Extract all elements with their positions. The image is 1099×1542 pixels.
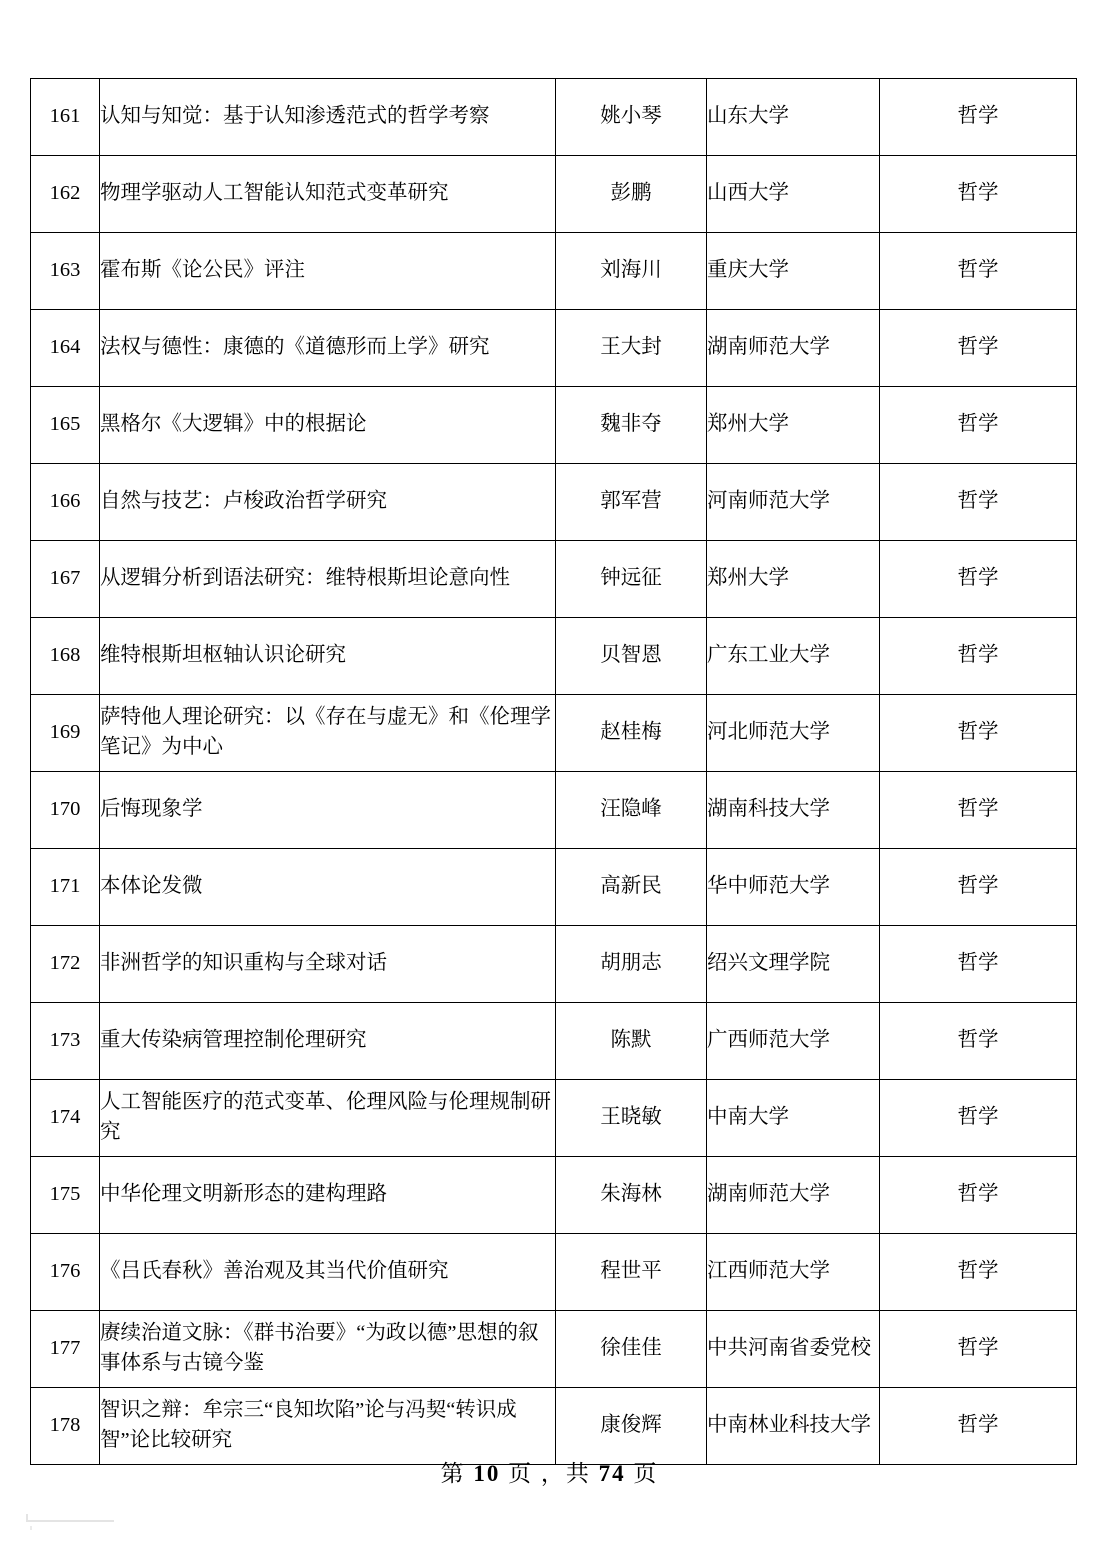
row-discipline: 哲学 bbox=[880, 1157, 1077, 1234]
footer-middle: 页 ，共 bbox=[508, 1461, 591, 1486]
row-index: 178 bbox=[31, 1388, 100, 1465]
row-organization: 中南林业科技大学 bbox=[707, 1388, 880, 1465]
row-title: 重大传染病管理控制伦理研究 bbox=[100, 1003, 556, 1080]
row-discipline: 哲学 bbox=[880, 233, 1077, 310]
row-title: 中华伦理文明新形态的建构理路 bbox=[100, 1157, 556, 1234]
row-organization: 郑州大学 bbox=[707, 541, 880, 618]
row-author: 贝智恩 bbox=[556, 618, 707, 695]
row-organization: 中共河南省委党校 bbox=[707, 1311, 880, 1388]
row-discipline: 哲学 bbox=[880, 1311, 1077, 1388]
project-listing-table bbox=[30, 78, 1077, 1465]
table-row bbox=[31, 541, 1077, 618]
row-discipline: 哲学 bbox=[880, 772, 1077, 849]
row-author: 胡朋志 bbox=[556, 926, 707, 1003]
table-row bbox=[31, 1234, 1077, 1311]
row-author: 刘海川 bbox=[556, 233, 707, 310]
row-title: 物理学驱动人工智能认知范式变革研究 bbox=[100, 156, 556, 233]
row-author: 陈默 bbox=[556, 1003, 707, 1080]
row-author: 徐佳佳 bbox=[556, 1311, 707, 1388]
row-index: 175 bbox=[31, 1157, 100, 1234]
row-discipline: 哲学 bbox=[880, 387, 1077, 464]
row-author: 彭鹏 bbox=[556, 156, 707, 233]
row-title: 《吕氏春秋》善治观及其当代价值研究 bbox=[100, 1234, 556, 1311]
table-row bbox=[31, 387, 1077, 464]
row-discipline: 哲学 bbox=[880, 310, 1077, 387]
row-author: 汪隐峰 bbox=[556, 772, 707, 849]
table-row bbox=[31, 1157, 1077, 1234]
row-discipline: 哲学 bbox=[880, 79, 1077, 156]
row-organization: 绍兴文理学院 bbox=[707, 926, 880, 1003]
row-index: 170 bbox=[31, 772, 100, 849]
row-organization: 湖南师范大学 bbox=[707, 1157, 880, 1234]
page-edge-mark-secondary bbox=[30, 1526, 90, 1530]
row-title: 萨特他人理论研究：以《存在与虚无》和《伦理学笔记》为中心 bbox=[100, 695, 556, 772]
row-index: 166 bbox=[31, 464, 100, 541]
row-discipline: 哲学 bbox=[880, 1003, 1077, 1080]
row-index: 172 bbox=[31, 926, 100, 1003]
row-author: 魏非夺 bbox=[556, 387, 707, 464]
table-row bbox=[31, 1388, 1077, 1465]
row-author: 朱海林 bbox=[556, 1157, 707, 1234]
row-organization: 中南大学 bbox=[707, 1080, 880, 1157]
row-author: 康俊辉 bbox=[556, 1388, 707, 1465]
footer-page-number: 10 bbox=[473, 1461, 501, 1486]
row-discipline: 哲学 bbox=[880, 156, 1077, 233]
row-discipline: 哲学 bbox=[880, 926, 1077, 1003]
row-index: 174 bbox=[31, 1080, 100, 1157]
page-edge-mark bbox=[26, 1514, 114, 1522]
row-author: 郭军营 bbox=[556, 464, 707, 541]
row-author: 王大封 bbox=[556, 310, 707, 387]
row-index: 173 bbox=[31, 1003, 100, 1080]
footer-prefix: 第 bbox=[440, 1461, 466, 1486]
row-author: 程世平 bbox=[556, 1234, 707, 1311]
table-row bbox=[31, 233, 1077, 310]
row-title: 维特根斯坦枢轴认识论研究 bbox=[100, 618, 556, 695]
row-discipline: 哲学 bbox=[880, 695, 1077, 772]
row-index: 176 bbox=[31, 1234, 100, 1311]
page-footer bbox=[0, 1455, 1099, 1488]
row-author: 钟远征 bbox=[556, 541, 707, 618]
row-author: 姚小琴 bbox=[556, 79, 707, 156]
row-organization: 广东工业大学 bbox=[707, 618, 880, 695]
row-title: 法权与德性：康德的《道德形而上学》研究 bbox=[100, 310, 556, 387]
row-title: 从逻辑分析到语法研究：维特根斯坦论意向性 bbox=[100, 541, 556, 618]
row-title: 霍布斯《论公民》评注 bbox=[100, 233, 556, 310]
row-organization: 郑州大学 bbox=[707, 387, 880, 464]
row-organization: 重庆大学 bbox=[707, 233, 880, 310]
table-row bbox=[31, 156, 1077, 233]
row-index: 168 bbox=[31, 618, 100, 695]
row-author: 高新民 bbox=[556, 849, 707, 926]
row-organization: 山东大学 bbox=[707, 79, 880, 156]
row-author: 赵桂梅 bbox=[556, 695, 707, 772]
row-organization: 湖南师范大学 bbox=[707, 310, 880, 387]
row-organization: 华中师范大学 bbox=[707, 849, 880, 926]
row-title: 人工智能医疗的范式变革、伦理风险与伦理规制研究 bbox=[100, 1080, 556, 1157]
row-organization: 江西师范大学 bbox=[707, 1234, 880, 1311]
table-row bbox=[31, 1003, 1077, 1080]
row-organization: 湖南科技大学 bbox=[707, 772, 880, 849]
row-title: 黑格尔《大逻辑》中的根据论 bbox=[100, 387, 556, 464]
row-index: 167 bbox=[31, 541, 100, 618]
row-author: 王晓敏 bbox=[556, 1080, 707, 1157]
row-organization: 河北师范大学 bbox=[707, 695, 880, 772]
table-row bbox=[31, 926, 1077, 1003]
row-index: 169 bbox=[31, 695, 100, 772]
table-row bbox=[31, 1080, 1077, 1157]
row-index: 163 bbox=[31, 233, 100, 310]
row-organization: 山西大学 bbox=[707, 156, 880, 233]
row-title: 非洲哲学的知识重构与全球对话 bbox=[100, 926, 556, 1003]
row-discipline: 哲学 bbox=[880, 1080, 1077, 1157]
row-discipline: 哲学 bbox=[880, 1234, 1077, 1311]
table-row bbox=[31, 618, 1077, 695]
table-row bbox=[31, 695, 1077, 772]
table-row bbox=[31, 79, 1077, 156]
row-discipline: 哲学 bbox=[880, 618, 1077, 695]
row-index: 164 bbox=[31, 310, 100, 387]
row-discipline: 哲学 bbox=[880, 849, 1077, 926]
row-organization: 河南师范大学 bbox=[707, 464, 880, 541]
row-index: 162 bbox=[31, 156, 100, 233]
row-index: 161 bbox=[31, 79, 100, 156]
footer-total-pages: 74 bbox=[598, 1461, 626, 1486]
table-row bbox=[31, 849, 1077, 926]
row-title: 自然与技艺：卢梭政治哲学研究 bbox=[100, 464, 556, 541]
row-title: 后悔现象学 bbox=[100, 772, 556, 849]
row-discipline: 哲学 bbox=[880, 541, 1077, 618]
table-row bbox=[31, 772, 1077, 849]
row-title: 本体论发微 bbox=[100, 849, 556, 926]
row-index: 165 bbox=[31, 387, 100, 464]
row-title: 认知与知觉：基于认知渗透范式的哲学考察 bbox=[100, 79, 556, 156]
row-title: 智识之辩：牟宗三“良知坎陷”论与冯契“转识成智”论比较研究 bbox=[100, 1388, 556, 1465]
row-organization: 广西师范大学 bbox=[707, 1003, 880, 1080]
row-discipline: 哲学 bbox=[880, 464, 1077, 541]
row-index: 177 bbox=[31, 1311, 100, 1388]
footer-suffix: 页 bbox=[633, 1461, 659, 1486]
table-row bbox=[31, 310, 1077, 387]
table-row bbox=[31, 464, 1077, 541]
row-discipline: 哲学 bbox=[880, 1388, 1077, 1465]
table-row bbox=[31, 1311, 1077, 1388]
table-body bbox=[31, 79, 1077, 1465]
row-index: 171 bbox=[31, 849, 100, 926]
row-title: 赓续治道文脉：《群书治要》“为政以德”思想的叙事体系与古镜今鉴 bbox=[100, 1311, 556, 1388]
